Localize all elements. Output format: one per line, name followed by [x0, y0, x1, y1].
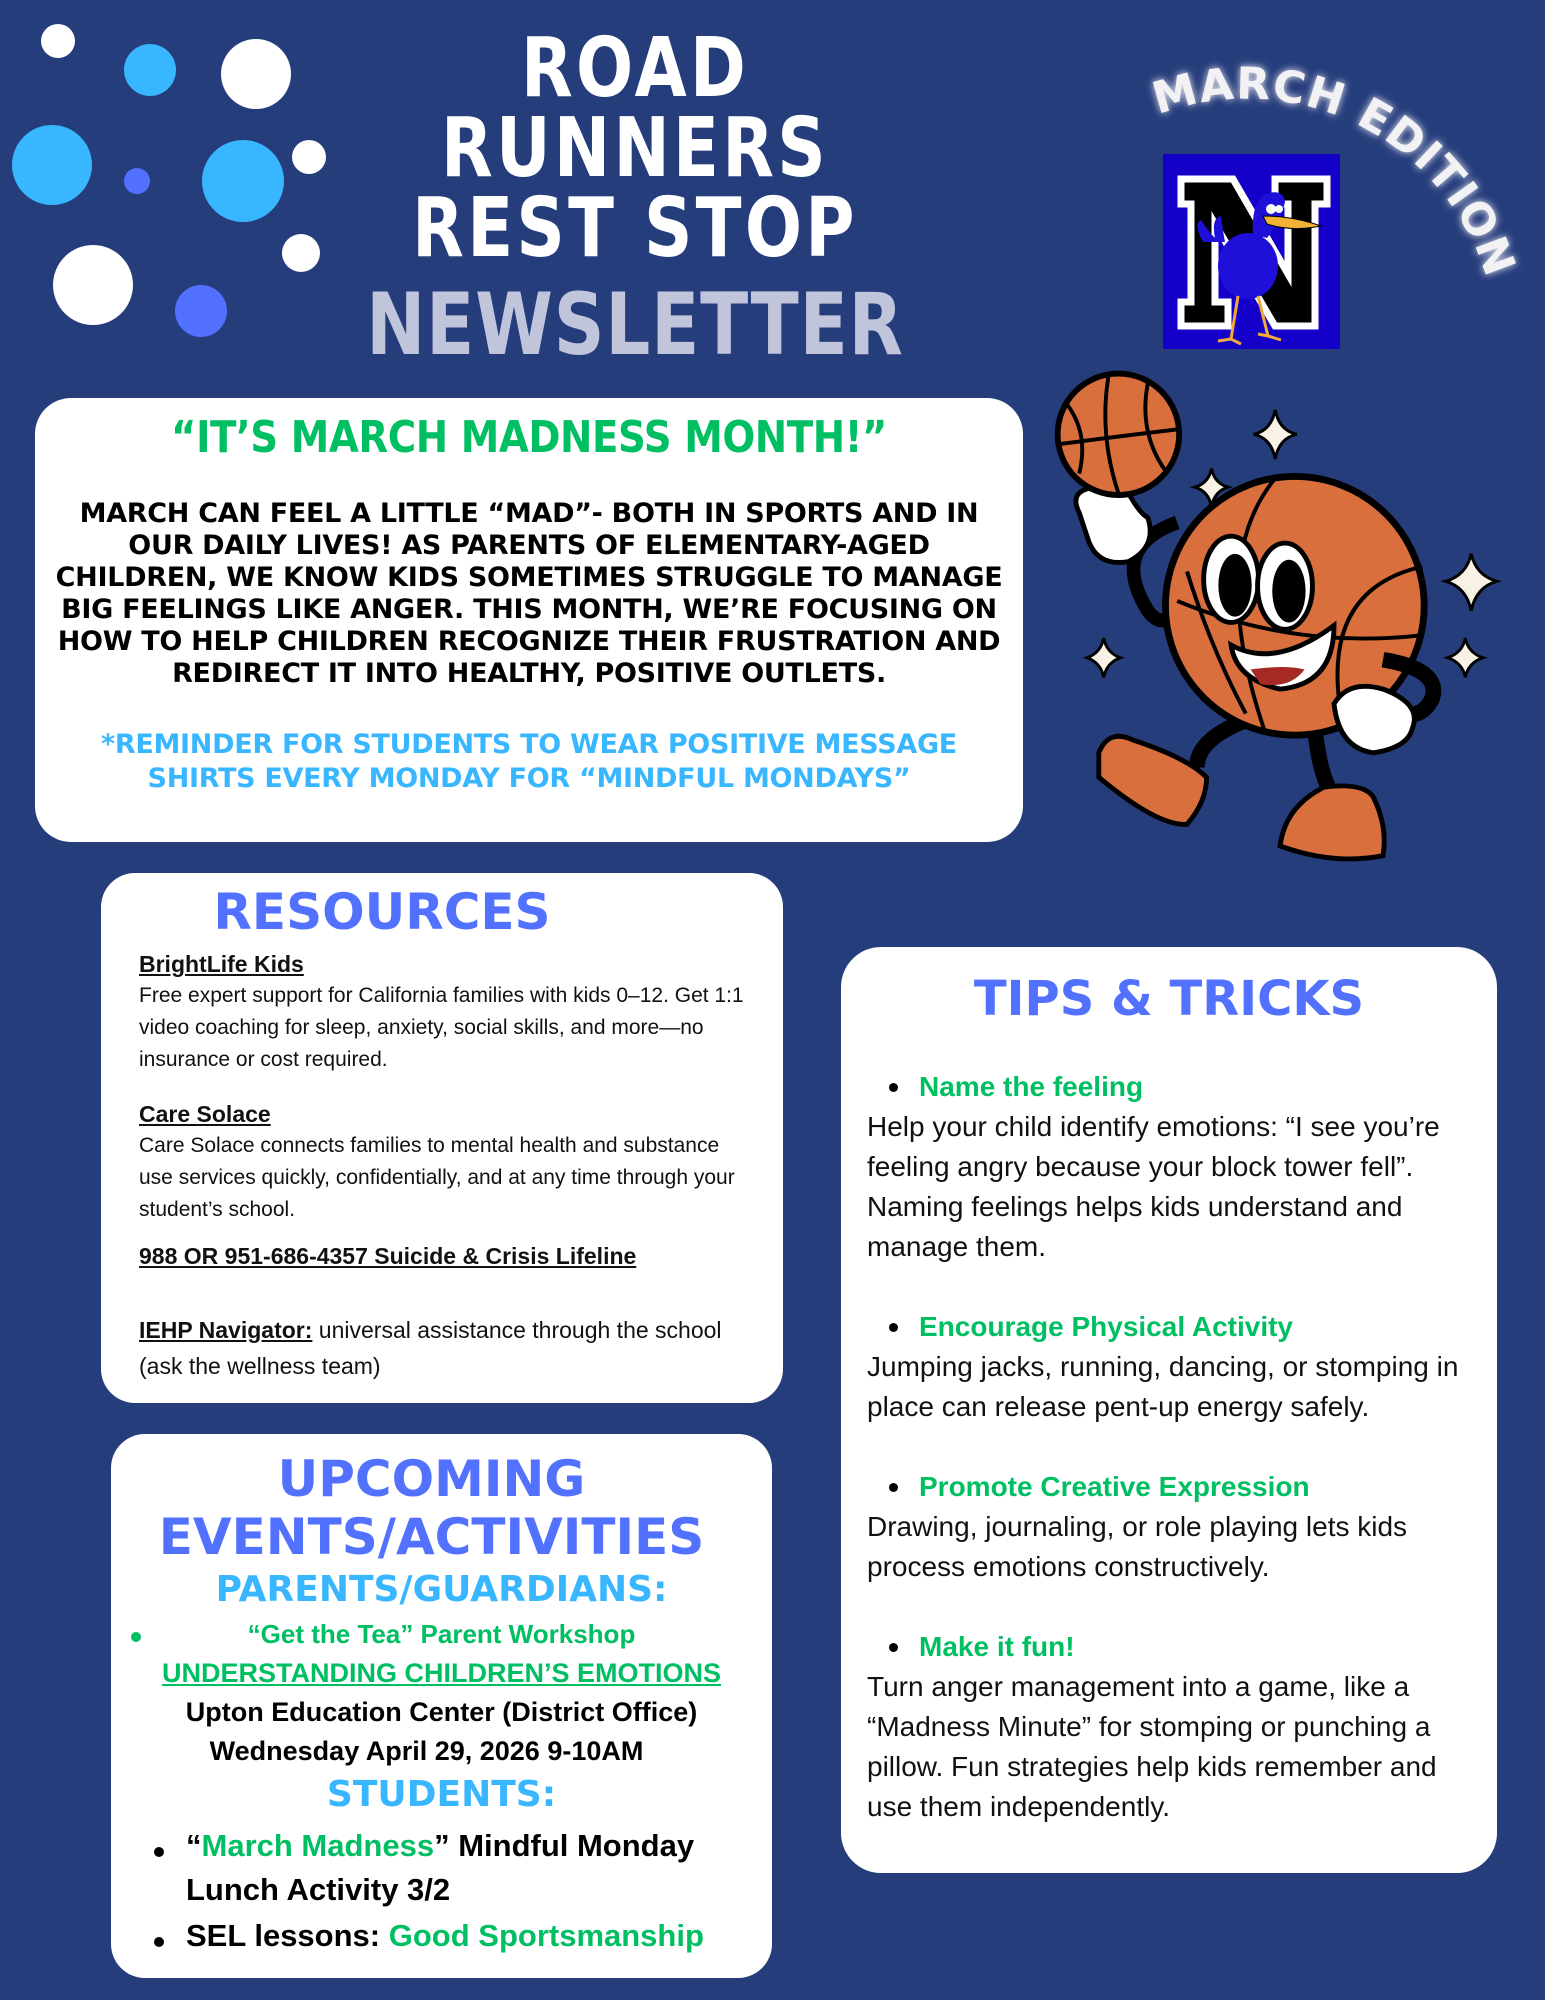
bullet-icon	[154, 1847, 164, 1857]
resource-description: Care Solace connects families to mental health and substance use services quickly, confidentially, and at any time through your student’s school.	[139, 1134, 735, 1221]
crisis-hotline-link[interactable]: 988 OR 951-686-4357 Suicide & Crisis Lifeline	[139, 1243, 637, 1269]
intro-heading: “IT’S MARCH MADNESS MONTH!”	[171, 412, 887, 463]
tips-heading: TIPS & TRICKS	[973, 971, 1365, 1027]
events-heading-line1: UPCOMING	[277, 1450, 586, 1508]
resource-description: Free expert support for California families with kids 0–12. Get 1:1 video coaching for sleep, anxiety, social skills, and more—no insurance or cost required.	[139, 984, 744, 1071]
upcoming-events-card	[111, 1434, 772, 1978]
tips-and-tricks-card	[841, 947, 1497, 1873]
school-logo	[1163, 154, 1340, 349]
bullet-icon	[154, 1937, 164, 1947]
tip-body: Jumping jacks, running, dancing, or stomping in place can release pent-up energy safely.	[867, 1351, 1459, 1422]
resource-item	[139, 948, 753, 1076]
basketball-mascot-illustration	[1040, 365, 1530, 925]
tip-item	[867, 1467, 1477, 1587]
events-heading	[111, 1450, 772, 1566]
dot-cyan	[12, 125, 92, 205]
highlight-text: March Madness	[201, 1828, 435, 1863]
tip-body: Turn anger management into a game, like a “Madness Minute” for stomping or punching a pillow. Fun strategies help kids remember and use them independently.	[867, 1671, 1437, 1822]
highlight-text: Good Sportsmanship	[388, 1918, 704, 1953]
title-subtitle: NEWSLETTER	[366, 275, 904, 375]
tip-body: Help your child identify emotions: “I see you’re feeling angry because your block tower fell”. Naming feelings helps kids understand and manage them.	[867, 1111, 1440, 1262]
resources-card	[101, 873, 783, 1403]
tip-title: Make it fun!	[867, 1627, 1477, 1667]
resources-list	[139, 948, 753, 1384]
students-heading: STUDENTS:	[326, 1774, 557, 1815]
dot-white	[41, 24, 75, 58]
title-line-3: REST STOP	[412, 181, 858, 276]
student-activity-item: SEL lessons: Good Sportsmanship	[186, 1918, 704, 1953]
resource-title-link[interactable]: BrightLife Kids	[139, 951, 304, 977]
tip-item	[867, 1067, 1477, 1267]
resource-item	[139, 1098, 753, 1226]
tip-item	[867, 1307, 1477, 1427]
tip-title: Promote Creative Expression	[867, 1467, 1477, 1507]
workshop-location: Upton Education Center (District Office)	[185, 1697, 698, 1727]
resources-heading: RESOURCES	[213, 883, 551, 941]
tip-item	[867, 1627, 1477, 1827]
title-line-2: RUNNERS	[440, 101, 830, 196]
tip-title: Name the feeling	[867, 1067, 1477, 1107]
tips-list	[867, 1067, 1477, 1867]
workshop-topic-link[interactable]: UNDERSTANDING CHILDREN’S EMOTIONS	[161, 1658, 721, 1688]
student-activity-item: “March Madness” Mindful Monday Lunch Activity 3/2	[186, 1828, 695, 1907]
iehp-navigator-text: universal assistance through the school (ask the wellness team)	[139, 1317, 722, 1379]
tip-title: Encourage Physical Activity	[867, 1307, 1477, 1347]
workshop-datetime: Wednesday April 29, 2026 9-10AM	[209, 1736, 644, 1766]
events-heading-line2: EVENTS/ACTIVITIES	[158, 1508, 705, 1566]
mindful-monday-reminder: *REMINDER FOR STUDENTS TO WEAR POSITIVE MESSAGE SHIRTS EVERY MONDAY FOR “MINDFUL MONDAYS”	[101, 729, 957, 794]
edition-text: MARCH EDITION	[1146, 58, 1526, 284]
parents-heading: PARENTS/GUARDIANS:	[215, 1569, 668, 1610]
resource-title-link[interactable]: Care Solace	[139, 1101, 271, 1127]
title-line-1: ROAD	[520, 21, 750, 116]
iehp-navigator-label[interactable]: IEHP Navigator:	[139, 1317, 313, 1343]
iehp-navigator	[139, 1312, 753, 1384]
tip-body: Drawing, journaling, or role playing lets kids process emotions constructively.	[867, 1511, 1408, 1582]
intro-card	[35, 398, 1023, 842]
workshop-name: “Get the Tea” Parent Workshop	[247, 1619, 636, 1649]
intro-body: MARCH CAN FEEL A LITTLE “MAD”- BOTH IN SPORTS AND IN OUR DAILY LIVES! AS PARENTS OF ELEMENTARY-AGED CHILDREN, WE KNOW KIDS SOMETIMES STRUGGLE TO MANAGE BIG FEELINGS LIKE ANGER. THIS MONTH, WE’RE FOCUSING ON HOW TO HELP CHILDREN RECOGNIZE THEIR FRUSTRATION AND REDIRECT IT INTO HEALTHY, POSITIVE OUTLETS.	[55, 498, 1003, 689]
